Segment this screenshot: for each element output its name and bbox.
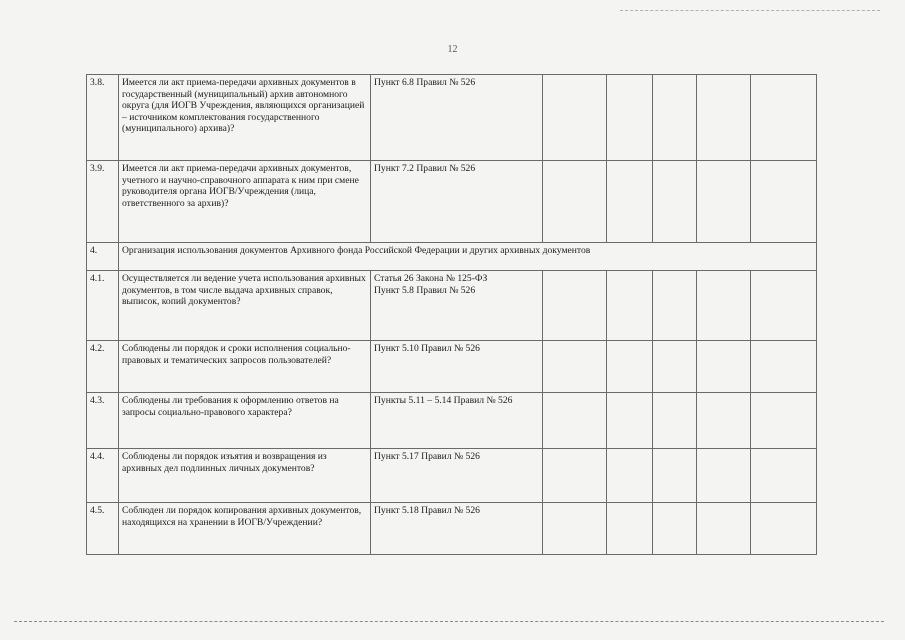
row-number: 4.5. <box>87 503 119 555</box>
row-basis: Пункт 5.17 Правил № 526 <box>371 449 543 503</box>
table-row <box>87 161 817 243</box>
empty-cell <box>697 271 751 341</box>
table-row <box>87 271 817 341</box>
row-number: 3.9. <box>87 161 119 243</box>
row-number: 4.2. <box>87 341 119 393</box>
empty-cell <box>607 161 653 243</box>
empty-cell <box>543 503 607 555</box>
row-basis: Пункт 5.18 Правил № 526 <box>371 503 543 555</box>
scan-edge-top <box>620 10 880 12</box>
empty-cell <box>607 341 653 393</box>
row-question: Соблюден ли порядок копирования архивных документов, находящихся на хранении в ИОГВ/Учреждении? <box>119 503 371 555</box>
empty-cell <box>751 503 817 555</box>
empty-cell <box>607 449 653 503</box>
empty-cell <box>543 393 607 449</box>
table-row <box>87 341 817 393</box>
row-question: Соблюдены ли порядок и сроки исполнения социально-правовых и тематических запросов пользователей? <box>119 341 371 393</box>
row-number: 4.3. <box>87 393 119 449</box>
empty-cell <box>697 393 751 449</box>
checklist-table <box>86 74 817 555</box>
empty-cell <box>653 75 697 161</box>
empty-cell <box>543 341 607 393</box>
row-question: Имеется ли акт приема-передачи архивных документов в государственный (муниципальный) архив автономного округа (для ИОГВ Учреждения, являющихся организацией – источником комплектования государственного (муниципального) архива)? <box>119 75 371 161</box>
empty-cell <box>607 271 653 341</box>
empty-cell <box>751 271 817 341</box>
empty-cell <box>697 449 751 503</box>
empty-cell <box>653 271 697 341</box>
row-basis: Пункт 5.10 Правил № 526 <box>371 341 543 393</box>
section-row <box>87 243 817 271</box>
section-number: 4. <box>87 243 119 271</box>
empty-cell <box>697 75 751 161</box>
row-question: Имеется ли акт приема-передачи архивных документов, учетного и научно-справочного аппарата к ним при смене руководителя органа ИОГВ/Учреждения (лица, ответственного за архив)? <box>119 161 371 243</box>
row-basis: Пункт 6.8 Правил № 526 <box>371 75 543 161</box>
scan-edge-bottom <box>14 621 884 623</box>
row-number: 4.1. <box>87 271 119 341</box>
empty-cell <box>653 449 697 503</box>
empty-cell <box>697 341 751 393</box>
empty-cell <box>543 75 607 161</box>
row-question: Соблюдены ли требования к оформлению ответов на запросы социально-правового характера? <box>119 393 371 449</box>
table-row <box>87 393 817 449</box>
row-question: Осуществляется ли ведение учета использования архивных документов, в том числе выдача архивных справок, выписок, копий документов? <box>119 271 371 341</box>
empty-cell <box>653 503 697 555</box>
empty-cell <box>751 161 817 243</box>
empty-cell <box>653 341 697 393</box>
table-row <box>87 503 817 555</box>
row-number: 4.4. <box>87 449 119 503</box>
row-basis: Пункт 7.2 Правил № 526 <box>371 161 543 243</box>
page-number: 12 <box>447 44 458 55</box>
table-row <box>87 449 817 503</box>
empty-cell <box>751 449 817 503</box>
empty-cell <box>543 449 607 503</box>
empty-cell <box>697 161 751 243</box>
empty-cell <box>607 393 653 449</box>
empty-cell <box>751 75 817 161</box>
table-row <box>87 75 817 161</box>
empty-cell <box>607 75 653 161</box>
row-basis: Пункты 5.11 – 5.14 Правил № 526 <box>371 393 543 449</box>
empty-cell <box>653 161 697 243</box>
row-number: 3.8. <box>87 75 119 161</box>
section-title: Организация использования документов Архивного фонда Российской Федерации и других архивных документов <box>119 243 817 271</box>
empty-cell <box>751 393 817 449</box>
row-question: Соблюдены ли порядок изъятия и возвращения из архивных дел подлинных личных документов? <box>119 449 371 503</box>
empty-cell <box>607 503 653 555</box>
row-basis: Статья 26 Закона № 125-ФЗ Пункт 5.8 Правил № 526 <box>371 271 543 341</box>
empty-cell <box>653 393 697 449</box>
empty-cell <box>543 271 607 341</box>
empty-cell <box>751 341 817 393</box>
empty-cell <box>543 161 607 243</box>
empty-cell <box>697 503 751 555</box>
